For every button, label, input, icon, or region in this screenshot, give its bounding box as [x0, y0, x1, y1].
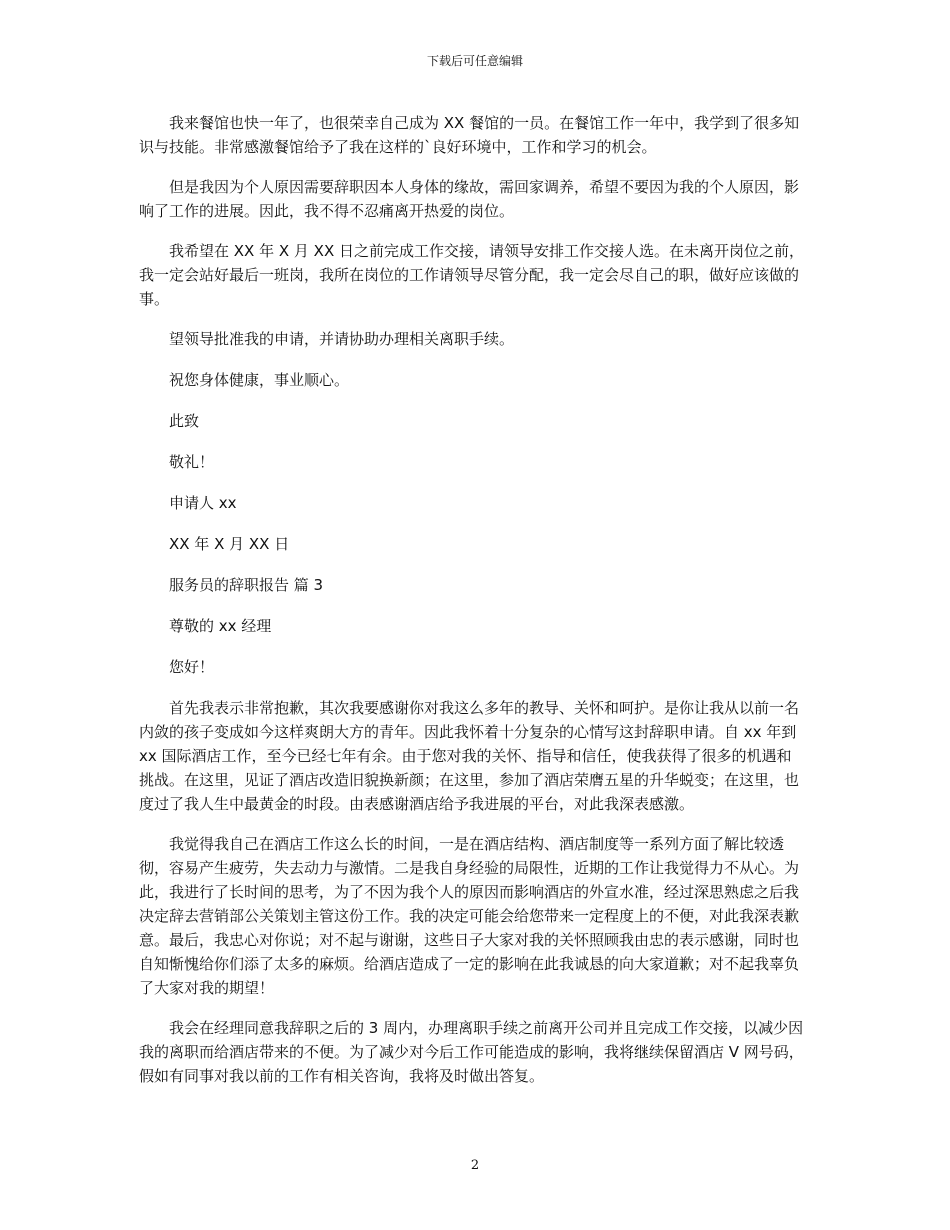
- page-number: 2: [470, 1158, 480, 1173]
- document-body: [139, 111, 805, 1104]
- paragraph-intro: 我来餐馆也快一年了，也很荣幸自己成为 XX 餐馆的一员。在餐馆工作一年中，我学到了很多知识与技能。非常感激餐馆给予了我在这样的`良好环境中，工作和学习的机会。: [139, 114, 800, 156]
- paragraph-handover: 我希望在 XX 年 X 月 XX 日之前完成工作交接，请领导安排工作交接人选。在未离开岗位之前，我一定会站好最后一班岗，我所在岗位的工作请领导尽管分配，我一定会尽自己的职，做好应该做的事。: [139, 242, 804, 308]
- greeting-line: 您好！: [169, 658, 215, 676]
- paragraph-reason: 但是我因为个人原因需要辞职因本人身体的缘故，需回家调养，希望不要因为我的个人原因，影响了工作的进展。因此，我不得不忍痛离开热爱的岗位。: [139, 178, 800, 220]
- paragraph-commitment: 我会在经理同意我辞职之后的 3 周内，办理离职手续之前离开公司并且完成工作交接，以减少因我的离职而给酒店带来的不便。为了减少对今后工作可能造成的影响，我将继续保留酒店 V 网号码，假如有同事对我以前的工作有相关咨询，我将及时做出答复。: [139, 1019, 804, 1085]
- section-title: 服务员的辞职报告 篇 3: [169, 576, 324, 594]
- salute-line: 敬礼！: [169, 453, 215, 471]
- wishes-line: 祝您身体健康，事业顺心。: [169, 371, 350, 389]
- paragraph-decision: 我觉得我自己在酒店工作这么长的时间，一是在酒店结构、酒店制度等一系列方面了解比较透彻，容易产生疲劳，失去动力与激情。二是我自身经验的局限性，近期的工作让我觉得力不从心。为此，我进行了长时间的思考，为了不因为我个人的原因而影响酒店的外宣水准，经过深思熟虑之后我决定辞去营销部公关策划主管这份工作。我的决定可能会给您带来一定程度上的不便，对此我深表歉意。最后，我忠心对你说；对不起与谢谢，这些日子大家对我的关怀照顾我由忠的表示感谢，同时也自知惭愧给你们添了太多的麻烦。给酒店造成了一定的影响在此我诚恳的向大家道歉；对不起我辜负了大家对我的期望！: [139, 835, 800, 997]
- salutation-line: 尊敬的 xx 经理: [169, 617, 272, 635]
- applicant-line: 申请人 xx: [169, 494, 237, 512]
- request-line: 望领导批准我的申请，并请协助办理相关离职手续。: [169, 330, 515, 348]
- closing-line: 此致: [169, 412, 200, 430]
- paragraph-gratitude: 首先我表示非常抱歉，其次我要感谢你对我这么多年的教导、关怀和呵护。是你让我从以前一名内敛的孩子变成如今这样爽朗大方的青年。因此我怀着十分复杂的心情写这封辞职申请。自 xx 年到 xx 国际酒店工作，至今已经七年有余。由于您对我的关怀、指导和信任，使我获得了很多的机遇和挑战。在这里，见证了酒店改造旧貌换新颜；在这里，参加了酒店荣膺五星的升华蜕变；在这里，也度过了我人生中最黄金的时段。由表感谢酒店给予我进展的平台，对此我深表感激。: [139, 699, 800, 813]
- date-line: XX 年 X 月 XX 日: [169, 535, 290, 553]
- page-header: 下载后可任意编辑: [426, 54, 523, 68]
